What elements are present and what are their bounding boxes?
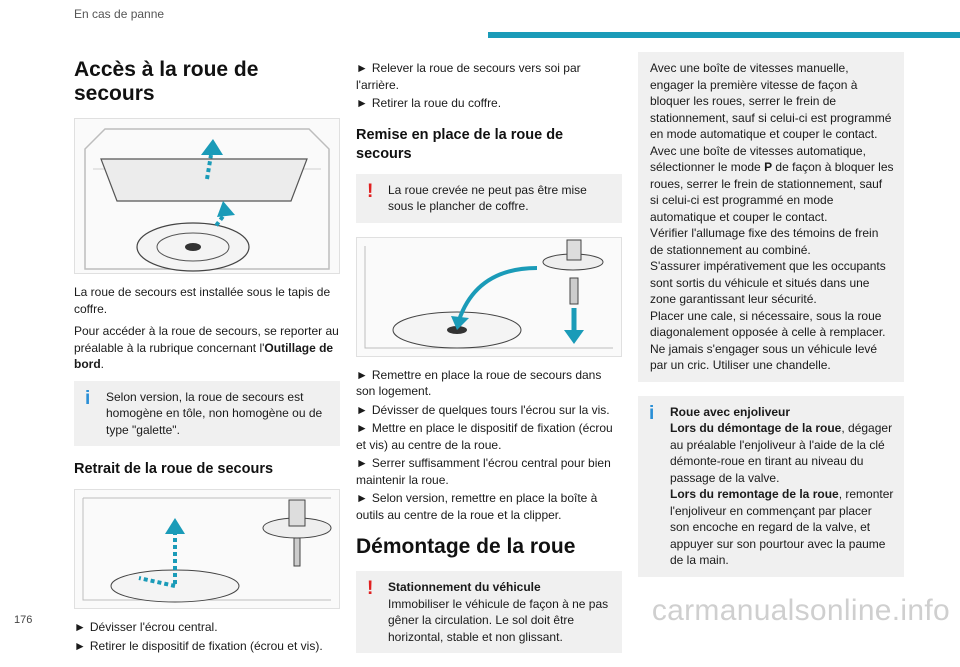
refit-step-5: ► Selon version, remettre en place la boîte à outils au centre de la roue et la clipper. xyxy=(356,491,598,522)
removal-step-3: ► Relever la roue de secours vers soi par l'arrière. xyxy=(356,61,581,92)
header-accent-bar xyxy=(488,32,960,38)
running-header: En cas de panne xyxy=(74,7,165,21)
refit-step-4: ► Serrer suffisamment l'écrou central pour bien maintenir la roue. xyxy=(356,456,611,487)
section-title-spare-access: Accès à la roue de secours xyxy=(74,58,259,105)
spare-removal-illustration xyxy=(74,489,340,609)
column-1 xyxy=(74,48,340,656)
info-box-hubcap: i Roue avec enjoliveur Lors du démontage de la roue, dégager au préalable l'enjoliveur à l'aide de la clé démonte-roue en tirant au niveau du passage de la valve. Lors du remontage de la roue, remonter l'enjoliveur en commençant par placer son encoche en regard de la valve, et appuyer sur son pourtour avec la paume de la main. xyxy=(638,396,904,577)
removal-step-1: ► Dévisser l'écrou central. xyxy=(74,620,218,634)
refit-step-3: ► Mettre en place le dispositif de fixation (écrou et vis) au centre de la roue. xyxy=(356,421,613,452)
column-3 xyxy=(638,48,904,591)
info-box-spare-type: i Selon version, la roue de secours est homogène en tôle, non homogène ou de type "galette". xyxy=(74,381,340,447)
section-title-removal: Retrait de la roue de secours xyxy=(74,461,274,477)
warning-box-parking: ! Stationnement du véhicule Immobiliser le véhicule de façon à ne pas gêner la circulation. Le sol doit être horizontal, stable et non glissant. xyxy=(356,571,622,653)
section-title-refit: Remise en place de la roue de secours xyxy=(356,126,564,162)
removal-step-2: ► Retirer le dispositif de fixation (écrou et vis). xyxy=(74,638,323,653)
trunk-floor-illustration xyxy=(74,118,340,274)
refit-step-2: ► Dévisser de quelques tours l'écrou sur la vis. xyxy=(356,402,610,417)
safety-instructions-box: Avec une boîte de vitesses manuelle, engager la première vitesse de façon à bloquer les roues, serrer le frein de stationnement, sauf si celui-ci est programmé en mode automatique et couper le contact. Avec une boîte de vitesses automatique, sélectionner le mode P de façon à bloquer les roues, serrer le frein de stationnement, sauf si celui-ci est programmé en mode automatique et couper le contact. Vérifier l'allumage fixe des témoins de frein de stationnement au combiné. S'assurer impérativement que les occupants sont sortis du véhicule et situés dans une zone garantissant leur sécurité. Placer une cale, si nécessaire, sous la roue diagonalement opposée à celle à remplacer. Ne jamais s'engager sous un véhicule levé par un cric. Utiliser une chandelle. xyxy=(638,52,904,382)
info-icon: i xyxy=(649,402,655,424)
page-number: 176 xyxy=(14,614,33,626)
section-title-wheel-removal: Démontage de la roue xyxy=(356,535,576,558)
para-spare-reference: Pour accéder à la roue de secours, se reporter au préalable à la rubrique concernant l'Outillage de bord. xyxy=(74,324,339,371)
warning-icon: ! xyxy=(367,578,374,599)
warning-icon: ! xyxy=(367,180,374,202)
para-spare-location: La roue de secours est installée sous le tapis de coffre. xyxy=(74,285,331,316)
column-2 xyxy=(356,48,622,667)
removal-step-4: ► Retirer la roue du coffre. xyxy=(356,96,502,110)
watermark: carmanualsonline.info xyxy=(651,594,950,627)
info-icon: i xyxy=(85,387,91,409)
warning-box-flat-tyre: ! La roue crevée ne peut pas être mise sous le plancher de coffre. xyxy=(356,174,622,223)
spare-refit-illustration xyxy=(356,237,622,357)
refit-step-1: ► Remettre en place la roue de secours dans son logement. xyxy=(356,367,602,398)
link-outillage: Outillage de bord xyxy=(74,340,334,371)
